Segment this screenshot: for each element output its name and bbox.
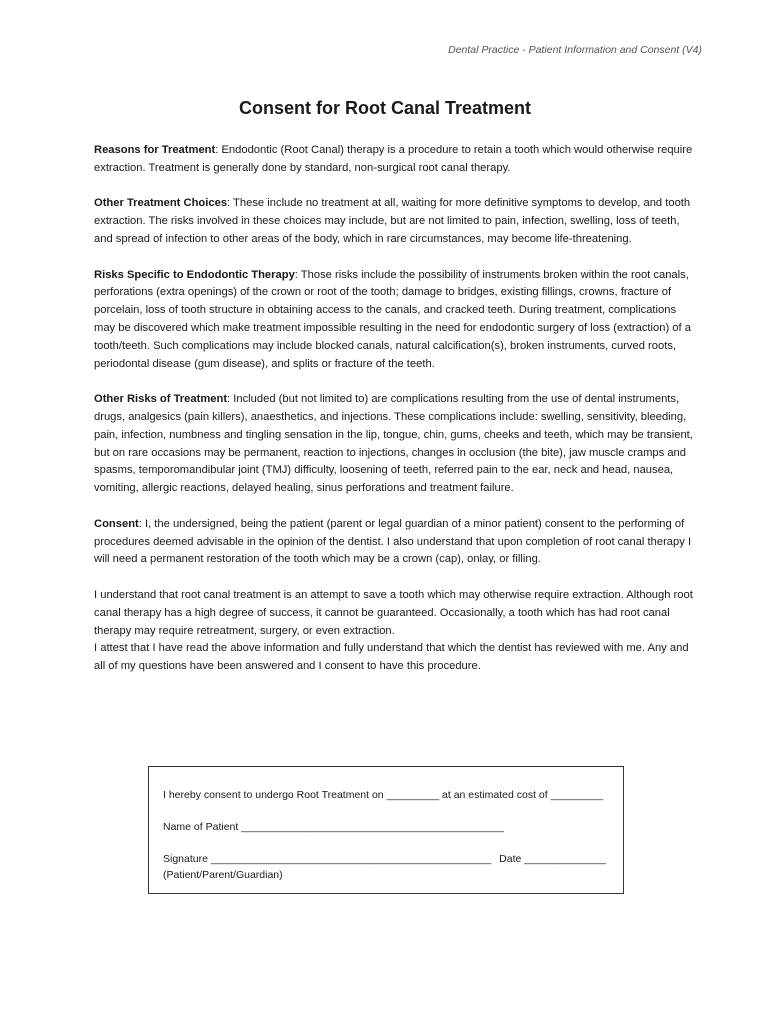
other-risks-paragraph xyxy=(94,391,694,498)
consent-form-box xyxy=(148,766,624,894)
signature-row xyxy=(163,853,606,865)
risks-specific-heading: Risks Specific to Endodontic Therapy xyxy=(94,268,295,281)
reasons-heading: Reasons for Treatment xyxy=(94,144,216,156)
consent-heading: Consent xyxy=(94,517,139,530)
understand-paragraph: I understand that root canal treatment is an attempt to save a tooth which may otherwise require extraction. Although root canal therapy has a high degree of success, it cannot be guaranteed. Occasionally, a tooth which has had root canal therapy may require retreatment, surgery, or even extraction. xyxy=(94,588,693,637)
reasons-text: : Endodontic (Root Canal) therapy is a procedure to retain a tooth which would otherwise require extraction. Treatment is generally done by standard, non-surgical root canal therapy. xyxy=(94,144,693,174)
consent-body xyxy=(94,142,694,676)
other-choices-text: : These include no treatment at all, waiting for more definitive symptoms to develop, and tooth extraction. The risks involved in these choices may include, but are not limited to pain, infection, swelling, loss of teeth, and spread of infection to other areas of the body, which in rare circumstances, may become life-threatening. xyxy=(94,197,691,245)
other-choices-paragraph xyxy=(94,195,694,248)
consent-date-cost-line[interactable]: I hereby consent to undergo Root Treatment on _________ at an estimated cost of _________ xyxy=(163,789,604,801)
signature-line[interactable]: Signature ________________________________________________ xyxy=(163,853,492,865)
document-header-note: Dental Practice - Patient Information and Consent (V4) xyxy=(448,44,702,56)
other-risks-heading: Other Risks of Treatment xyxy=(94,393,228,406)
attest-paragraph: I attest that I have read the above information and fully understand that which the dentist has reviewed with me. Any and all of my questions have been answered and I consent to have this procedure. xyxy=(94,642,689,673)
signer-note: (Patient/Parent/Guardian) xyxy=(163,869,283,881)
patient-name-line[interactable]: Name of Patient _____________________________________________ xyxy=(163,821,504,833)
consent-text: : I, the undersigned, being the patient (parent or legal guardian of a minor patient) consent to the performing of procedures deemed advisable in the opinion of the dentist. I also understand that upon completion of root canal therapy I will need a permanent restoration of the tooth which may be a crown (cap), onlay, or filling. xyxy=(94,517,692,566)
risks-specific-text: : Those risks include the possibility of instruments broken within the root canals, perforations (extra openings) of the crown or root of the tooth; damage to bridges, existing fillings, crowns, fracture of porcelain, loss of tooth structure in obtaining access to the canals, and cracked teeth. During treatment, complications may be discovered which make treatment impossible resulting in the need for endodontic surgery of loss (extraction) of a tooth/teeth. Such complications may include blocked canals, natural calcification(s), broken instruments, curved roots, periodontal disease (gum disease), and splits or fracture of the teeth. xyxy=(94,268,691,370)
other-choices-heading: Other Treatment Choices xyxy=(94,197,228,210)
page-title: Consent for Root Canal Treatment xyxy=(238,98,532,118)
reasons-paragraph xyxy=(94,142,694,178)
consent-paragraph xyxy=(94,516,694,569)
other-risks-text: : Included (but not limited to) are complications resulting from the use of dental instruments, drugs, analgesics (pain killers), anaesthetics, and injections. These complications include: swelling, sensitivity, bleeding, pain, infection, numbness and tingling sensation in the lip, tongue, chin, gums, cheeks and teeth, which may be transient, but on rare occasions may be permanent, reaction to injections, changes in occlusion (the bite), jaw muscle cramps and spasms, temporomandibular joint (TMJ) difficulty, loosening of teeth, referred pain to the ear, neck and head, nausea, vomiting, allergic reactions, delayed healing, sinus perforations and treatment failure. xyxy=(94,393,693,495)
risks-specific-paragraph xyxy=(94,267,694,374)
date-line[interactable]: Date ______________ xyxy=(499,853,607,865)
